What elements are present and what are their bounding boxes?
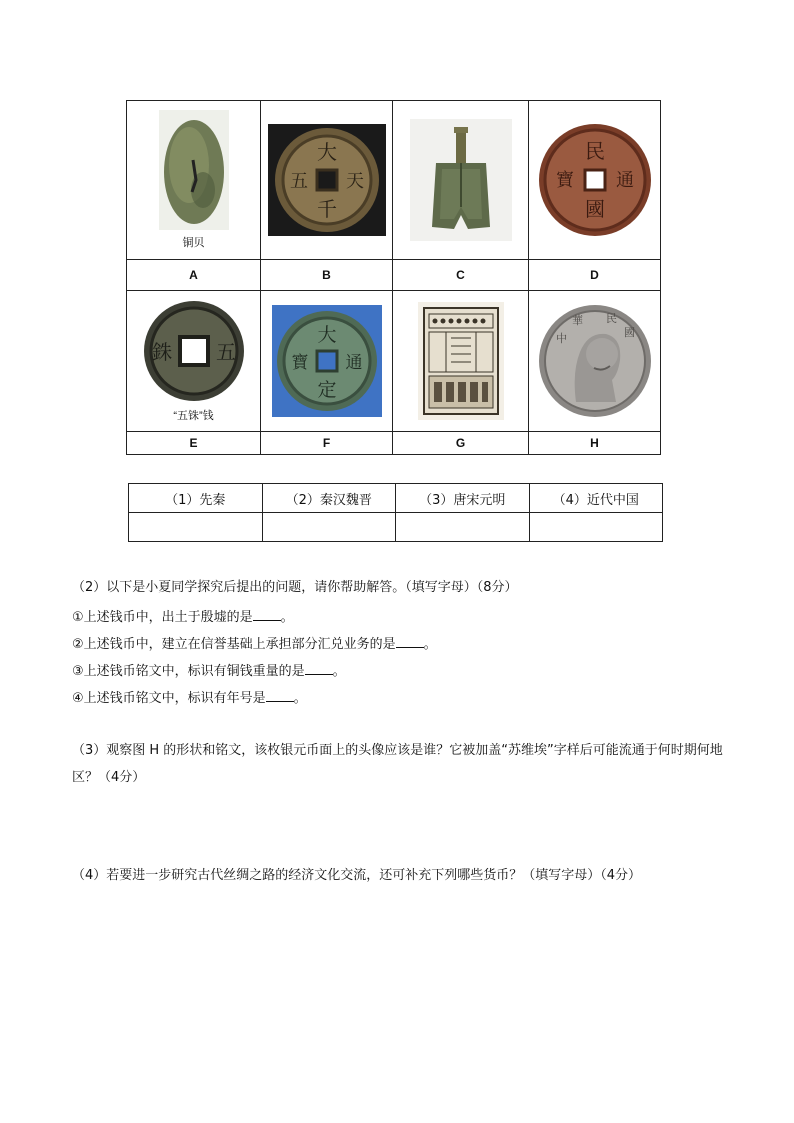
question-2-item-2-text: ②上述钱币中，建立在信誉基础上承担部分汇兑业务的是 [72,637,396,652]
coin-b-cell [261,101,393,260]
svg-text:民: 民 [584,139,605,163]
coin-c-cell [393,101,529,260]
question-2-item-1 [72,606,294,628]
coin-h-cell [529,291,661,432]
svg-text:寶: 寶 [291,353,308,373]
end-mark: 。 [293,691,307,706]
coin-a-cell [127,101,261,260]
svg-text:華: 華 [571,314,583,327]
coin-a-caption: 铜贝 [182,237,205,249]
svg-text:定: 定 [316,379,337,401]
answer-blank[interactable] [266,687,294,702]
period-header-modern: （4）近代中国 [529,484,663,513]
minguo-tongbao-coin-image [535,120,655,240]
paper-money-image [418,302,504,420]
answer-blank[interactable] [305,660,333,675]
svg-text:大: 大 [316,324,337,346]
wuzhu-coin-image [136,299,252,403]
period-answer-cell[interactable] [396,513,530,542]
svg-text:寶: 寶 [555,170,574,191]
coin-table [126,100,661,455]
coin-d-label: D [529,260,661,291]
period-table [128,483,663,542]
svg-text:中: 中 [555,332,567,345]
question-3: （3）观察图 H 的形状和铭文，该枚银元币面上的头像应该是谁？它被加盖“苏维埃”字样后可能流通于何时期何地区？（4分） [72,743,723,785]
coin-a-label: A [127,260,261,291]
answer-blank[interactable] [396,633,424,648]
question-2-item-2 [72,633,437,655]
coin-b-label: B [261,260,393,291]
coin-c-label: C [393,260,529,291]
period-answer-cell[interactable] [262,513,396,542]
coin-d-cell [529,101,661,260]
period-header-qin-han: （2）秦汉魏晋 [262,484,396,513]
coin-f-label: F [261,432,393,455]
svg-text:五: 五 [289,171,308,192]
silver-dollar-portrait-coin-image [536,302,654,420]
question-2-intro: （2）以下是小夏同学探究后提出的问题，请你帮助解答。（填写字母）（8分） [72,580,518,595]
coin-g-cell [393,291,529,432]
dading-tongbao-coin-image [272,305,382,417]
coin-f-cell [261,291,393,432]
coin-e-cell [127,291,261,432]
svg-text:國: 國 [584,197,605,221]
question-2-item-3-text: ③上述钱币铭文中，标识有铜钱重量的是 [72,664,305,679]
period-answer-cell[interactable] [529,513,663,542]
daquan-wuqian-coin-image [268,124,386,236]
coin-h-label: H [529,432,661,455]
end-mark: 。 [332,664,346,679]
period-header-tang-song: （3）唐宋元明 [396,484,530,513]
question-4: （4）若要进一步研究古代丝绸之路的经济文化交流，还可补充下列哪些货币？（填写字母）（4分） [72,868,642,883]
question-2-item-4 [72,687,307,709]
end-mark: 。 [423,637,437,652]
spade-coin-image [410,119,512,241]
period-header-pre-qin: （1）先秦 [129,484,263,513]
svg-text:民: 民 [605,312,617,325]
svg-text:五: 五 [215,340,236,364]
svg-text:天: 天 [345,171,364,192]
coin-g-label: G [393,432,529,455]
question-2-item-3 [72,660,346,682]
svg-text:大: 大 [316,140,337,164]
svg-text:通: 通 [345,353,362,373]
answer-blank[interactable] [253,606,281,621]
period-answer-cell[interactable] [129,513,263,542]
coin-e-label: E [127,432,261,455]
end-mark: 。 [280,610,294,625]
question-2-item-4-text: ④上述钱币铭文中，标识有年号是 [72,691,266,706]
svg-text:銖: 銖 [151,340,172,364]
bronze-shell-coin-image [159,110,229,230]
svg-text:國: 國 [623,326,635,339]
question-2-item-1-text: ①上述钱币中，出土于殷墟的是 [72,610,253,625]
coin-e-caption: “五铢”钱 [173,410,214,422]
svg-text:千: 千 [316,197,337,221]
svg-text:通: 通 [615,170,634,191]
